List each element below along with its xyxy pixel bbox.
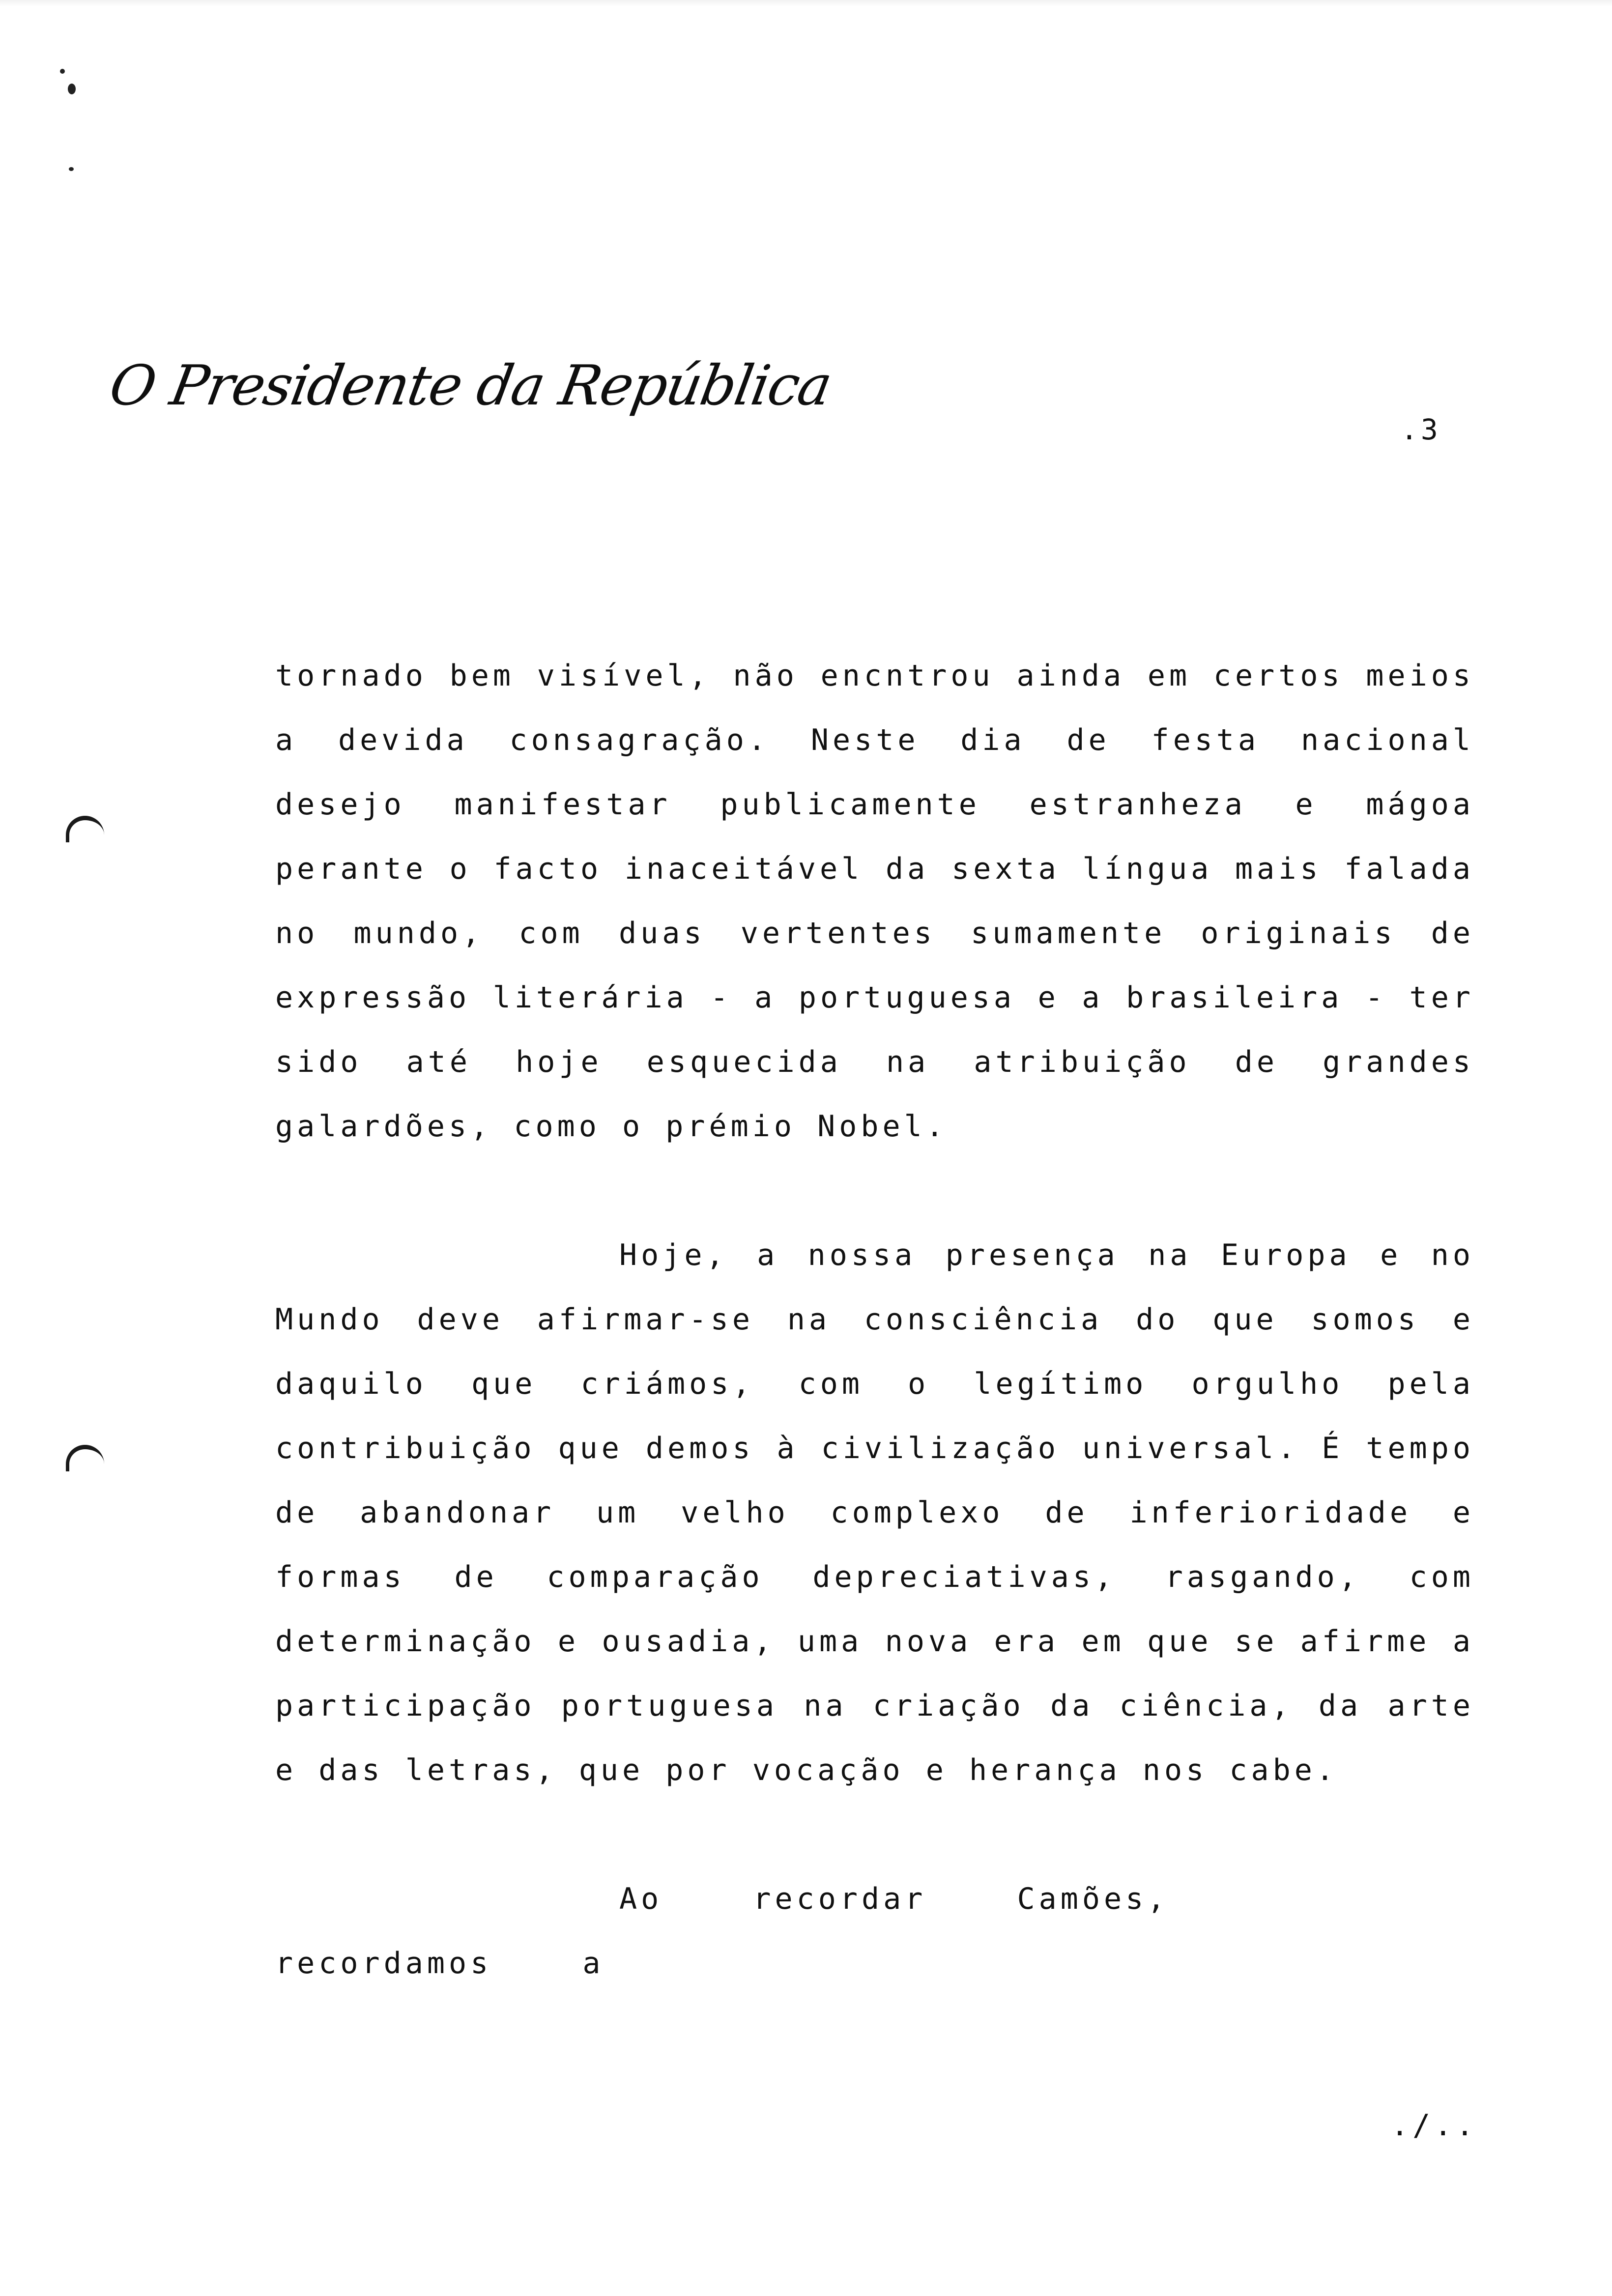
paragraph	[275, 1223, 1474, 1803]
paragraph-text: Hoje, a nossa presença na Europa e no Mundo deve afirmar-se na consciência do que somos e daquilo que criámos, com o legítimo orgulho pela contribuição que demos à civilização universal. É tempo de abandonar um velho complexo de inferioridade e formas de comparação depreciativas, rasgando, com determinação e ousadia, uma nova era em que se afirme a participação portuguesa na criação da ciência, da arte e das letras, que por vocação e herança nos cabe.	[275, 1238, 1474, 1787]
letterhead: O Presidente da República	[105, 354, 836, 418]
paragraph	[275, 1867, 1474, 1996]
stray-mark	[69, 167, 74, 171]
binder-hole-icon	[66, 816, 104, 842]
page-number: .3	[1401, 413, 1441, 446]
stray-mark	[60, 69, 65, 74]
body-text	[275, 644, 1474, 1996]
continuation-mark: ./..	[1391, 2108, 1478, 2143]
paragraph-text: tornado bem visível, não encntrou ainda em certos meios a devida consagração. Neste dia de festa nacional desejo manifestar publicamente estranheza e mágoa perante o facto inaceitável da sexta língua mais falada no mundo, com duas vertentes sumamente originais de expressão literária - a portuguesa e a brasileira - ter sido até hoje esquecida na atribuição de grandes galardões, como o prémio Nobel.	[275, 659, 1474, 1144]
paragraph	[275, 644, 1474, 1159]
stray-mark	[68, 84, 76, 94]
scan-edge	[0, 0, 1612, 7]
paragraph-text: Ao recordar Camões, recordamos a	[275, 1882, 1169, 1980]
binder-hole-icon	[66, 1445, 104, 1471]
